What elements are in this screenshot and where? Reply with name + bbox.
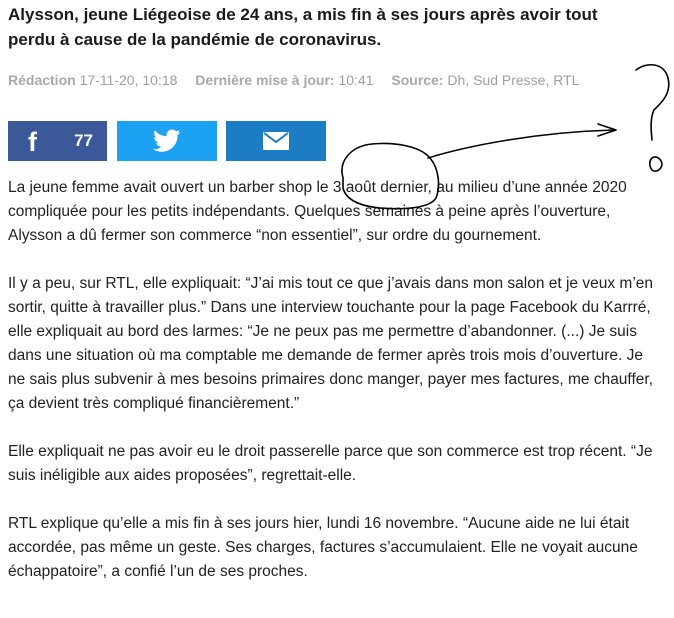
article-paragraph-2: Il y a peu, sur RTL, elle expliquait: “J’ai mis tout ce que j’avais dans mon salon et je veux m’en sortir, quitte à travailler plus.” Dans une interview touchante pour la page Facebook du Karrré, elle expliquait au bord des larmes: “Je ne peux pas me permettre d’abandonner. (...) Je suis dans une situation où ma comptable me demande de fermer après trois mois d’ouverture. Je ne sais plus subvenir à mes besoins primaires donc manger, payer mes factures, me chauffer, ça devient très compliqué financièrement.” (8, 275, 654, 412)
hand-drawn-arrow-line (428, 130, 614, 158)
facebook-icon: f (28, 127, 37, 157)
article-paragraph-3: Elle expliquait ne pas avoir eu le droit passerelle parce que son commerce est trop récent. “Je suis inéligible aux aides proposées”, regrettait-elle. (8, 443, 653, 484)
updated-label: Dernière mise à jour: (195, 72, 335, 88)
published-date: 17-11-20, 10:18 (79, 72, 178, 88)
handwritten-question-mark-icon (636, 65, 669, 140)
article-meta (8, 72, 579, 88)
facebook-share-button[interactable] (8, 121, 107, 161)
email-share-button[interactable] (226, 121, 326, 161)
updated-time: 10:41 (338, 72, 374, 88)
twitter-share-button[interactable] (117, 121, 217, 161)
article-title: Alysson, jeune Liégeoise de 24 ans, a mis fin à ses jours après avoir tout perdu à cause de la pandémie de coronavirus. (8, 5, 598, 49)
handwritten-question-dot (650, 157, 662, 171)
source-value: Dh, Sud Presse, RTL (447, 72, 580, 88)
article-paragraph-4: RTL explique qu’elle a mis fin à ses jours hier, lundi 16 novembre. “Aucune aide ne lui était accordée, pas même un geste. Ses charges, factures s’accumulaient. Elle ne voyait aucune échappatoire”, a confié l’un de ses proches. (8, 515, 638, 580)
article-paragraph-1: La jeune femme avait ouvert un barber shop le 3 août dernier, au milieu d’une année 2020 compliquée pour les petits indépendants. Quelques semaines à peine après l’ouverture, Alysson a dû fermer son commerce “non essentiel”, sur ordre du gournement. (8, 179, 627, 244)
source-label: Source: (391, 72, 444, 88)
facebook-share-count: 77 (74, 131, 93, 150)
author-label: Rédaction (8, 72, 76, 88)
hand-drawn-arrowhead (598, 124, 616, 136)
article-body (8, 176, 664, 608)
twitter-bird-icon (153, 129, 181, 153)
envelope-icon (263, 132, 289, 150)
